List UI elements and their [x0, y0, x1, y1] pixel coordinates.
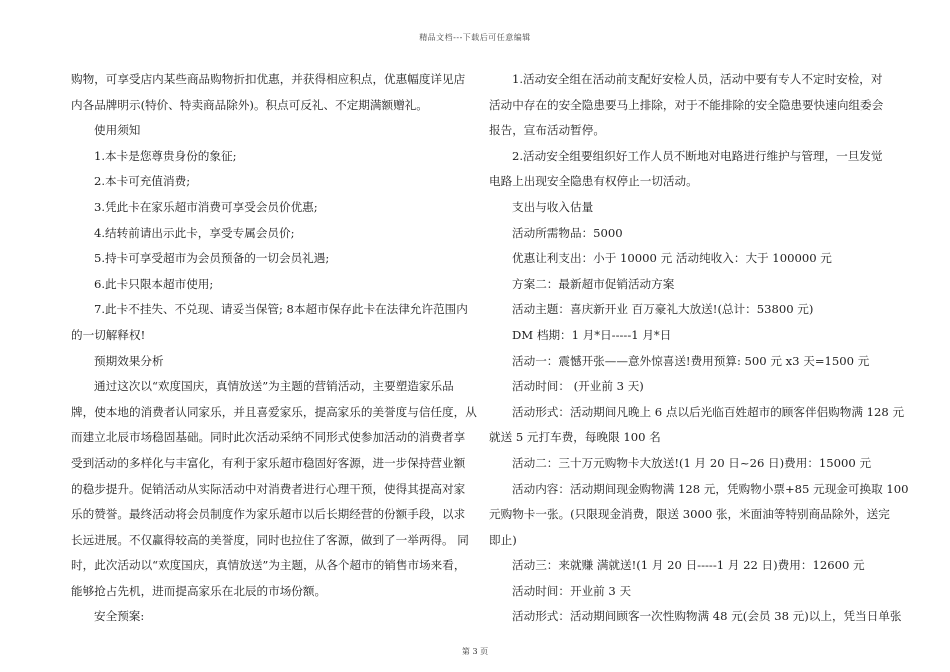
text-line: 2.本卡可充值消费; — [94, 174, 191, 189]
text-line: 3.凭此卡在家乐超市消费可享受会员价优惠; — [94, 199, 318, 214]
text-line: 电路上出现安全隐患有权停止一切活动。 — [489, 174, 698, 189]
text-line: 活动形式：活动期间凡晚上 6 点以后光临百姓超市的顾客伴侣购物满 128 元 — [512, 404, 905, 419]
right-column — [489, 67, 909, 630]
text-line: 活动内容：活动期间现金购物满 128 元，凭购物小票+85 元现金可换取 100 — [512, 481, 909, 496]
text-line: 活动中存在的安全隐患要马上排除，对于不能排除的安全隐患要快速向组委会 — [489, 97, 884, 112]
text-line: 支出与收入估量 — [512, 199, 594, 214]
text-line: 报告，宣布活动暂停。 — [489, 123, 605, 138]
text-line: 5.持卡可享受超市为会员预备的一切会员礼遇; — [94, 251, 330, 266]
text-line: 长远进展。不仅赢得较高的美誉度，同时也拉住了客源，做到了一举两得。 同 — [71, 532, 469, 547]
text-line: 即止) — [489, 532, 517, 547]
text-line: 4.结转前请出示此卡，享受专属会员价; — [94, 225, 295, 240]
page-header: 精品文档---下载后可任意编辑 — [419, 33, 531, 42]
text-line: 优惠让利支出：小于 10000 元 活动纯收入：大于 100000 元 — [512, 251, 832, 266]
text-line: 通过这次以“欢度国庆，真情放送”为主题的营销活动，主要塑造家乐品 — [94, 379, 454, 394]
text-line: 能够抢占先机，进而提高家乐在北辰的市场份额。 — [71, 583, 327, 598]
text-line: 元购物卡一张。(只限现金消费，限送 3000 张，米面油等特别商品除外，送完 — [489, 507, 890, 522]
text-line: 活动时间：开业前 3 天 — [512, 583, 632, 598]
text-line: 内各品牌明示(特价、特卖商品除外)。积点可反礼、不定期满额赠礼。 — [71, 97, 428, 112]
text-line: 购物，可享受店内某些商品购物折扣优惠，并获得相应积点，优惠幅度详见店 — [71, 72, 466, 86]
text-line: 2.活动安全组要组织好工作人员不断地对电路进行维护与管理，一旦发觉 — [512, 148, 883, 163]
text-line: 时，此次活动以“欢度国庆，真情放送”为主题，从各个超市的销售市场来看， — [71, 558, 466, 573]
text-line: 就送 5 元打车费，每晚限 100 名 — [489, 430, 661, 445]
text-line: 活动形式：活动期间顾客一次性购物满 48 元(会员 38 元)以上，凭当日单张 — [512, 609, 902, 624]
text-line: 乐的赞誉。最终活动将会员制度作为家乐超市以后长期经营的份额手段，以求 — [71, 507, 466, 522]
left-column — [71, 67, 477, 630]
text-line: 受到活动的多样化与丰富化，有利于家乐超市稳固好客源，进一步保持营业额 — [71, 455, 466, 470]
text-line: 活动三：来就赚 满就送!(1 月 20 日-----1 月 22 日)费用：12600 元 — [512, 558, 865, 573]
text-line: 活动一：震憾开张——意外惊喜送!费用预算: 500 元 x3 天=1500 元 — [512, 353, 870, 368]
text-line: 预期效果分析 — [94, 353, 164, 368]
text-line: 活动二：三十万元购物卡大放送!(1 月 20 日~26 日)费用：15000 元 — [512, 455, 872, 470]
page-number: 第 3 页 — [461, 647, 489, 656]
text-line: 牌，使本地的消费者认同家乐，并且喜爱家乐，提高家乐的美誉度与信任度，从 — [71, 404, 477, 419]
text-line: 活动主题：喜庆新开业 百万豪礼大放送!(总计：53800 元) — [512, 302, 814, 317]
text-line: 安全预案: — [94, 609, 145, 624]
text-line: 活动时间： (开业前 3 天) — [512, 379, 644, 394]
text-line: DM 档期：1 月*日-----1 月*日 — [512, 327, 672, 342]
text-line: 1.本卡是您尊贵身份的象征; — [94, 148, 237, 163]
text-line: 7.此卡不挂失、不兑现、请妥当保管; 8本超市保存此卡在法律允许范围内 — [94, 302, 468, 317]
text-line: 6.此卡只限本超市使用; — [94, 276, 214, 291]
text-line: 的稳步提升。促销活动从实际活动中对消费者进行心理干预，使得其提高对家 — [71, 481, 466, 496]
text-line: 方案二：最新超市促销活动方案 — [512, 276, 675, 291]
text-line: 1.活动安全组在活动前支配好安检人员，活动中要有专人不定时安检，对 — [512, 72, 883, 86]
text-line: 而建立北辰市场稳固基础。同时此次活动采纳不同形式使参加活动的消费者享 — [71, 430, 466, 445]
text-line: 的一切解释权! — [71, 327, 146, 342]
text-line: 使用须知 — [94, 123, 141, 138]
text-line: 活动所需物品：5000 — [512, 225, 623, 240]
